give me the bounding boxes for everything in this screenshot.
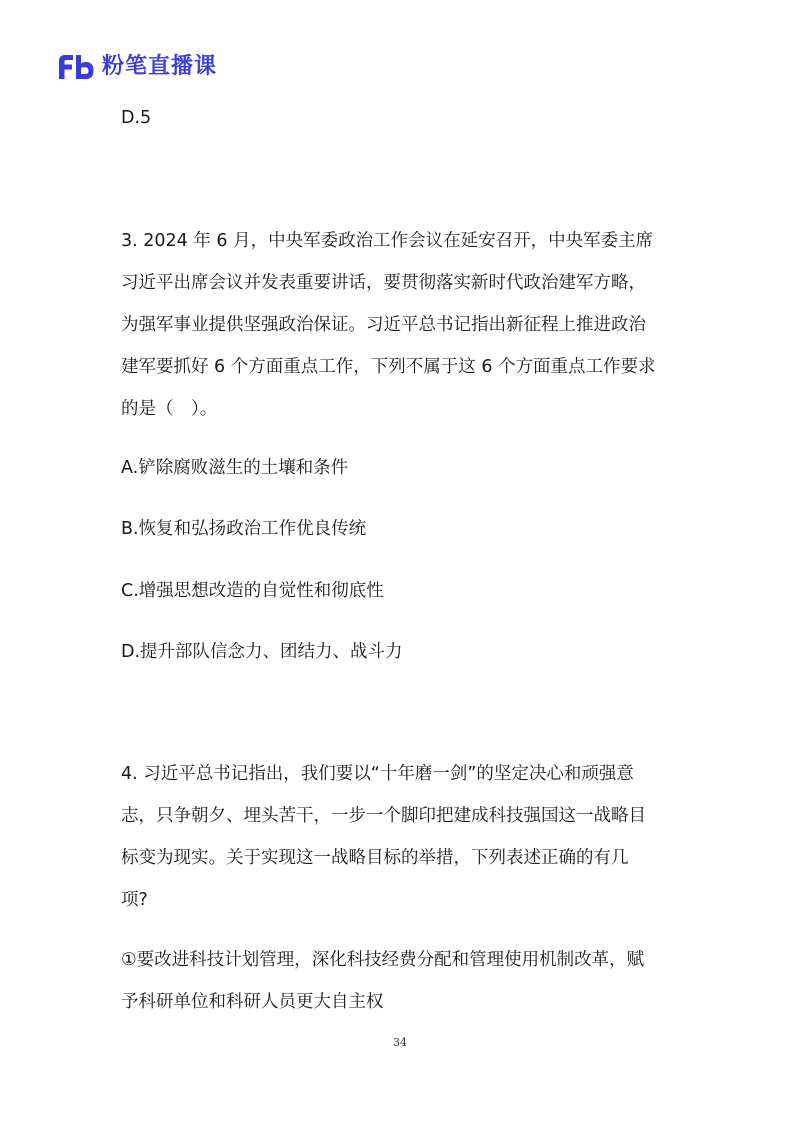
question-4-line-1: 4. 习近平总书记指出，我们要以“十年磨一剑”的坚定决心和顽强意 — [121, 764, 634, 784]
question-3-line-1: 3. 2024 年 6 月，中央军委政治工作会议在延安召开，中央军委主席 — [121, 231, 654, 251]
question-3-option-c: C.增强思想改造的自觉性和彻底性 — [121, 581, 384, 601]
question-3-option-d: D.提升部队信念力、团结力、战斗力 — [121, 642, 403, 662]
page-number: 34 — [393, 1036, 407, 1049]
question-3-option-b: B.恢复和弘扬政治工作优良传统 — [121, 519, 367, 539]
question-4-line-4: 项? — [121, 890, 148, 910]
page-header — [56, 50, 217, 84]
question-4-item-1-line-1: ①要改进科技计划管理，深化科技经费分配和管理使用机制改革，赋 — [121, 950, 645, 970]
question-4-item-1-line-2: 予科研单位和科研人员更大自主权 — [121, 992, 384, 1012]
question-3-line-4: 建军要抓好 6 个方面重点工作，下列不属于这 6 个方面重点工作要求 — [121, 357, 656, 377]
question-3-option-a: A.铲除腐败滋生的土壤和条件 — [121, 458, 349, 478]
option-d-previous: D.5 — [121, 108, 152, 128]
question-3-line-2: 习近平出席会议并发表重要讲话，要贯彻落实新时代政治建军方略， — [121, 273, 646, 293]
brand-name: 粉笔直播课 — [102, 54, 218, 79]
question-3-line-5: 的是（ ）。 — [121, 399, 218, 419]
question-4-line-2: 志，只争朝夕、埋头苦干，一步一个脚印把建成科技强国这一战略目 — [121, 806, 646, 826]
fb-logo-icon — [56, 52, 96, 82]
question-4-line-3: 标变为现实。关于实现这一战略目标的举措，下列表述正确的有几 — [121, 848, 629, 868]
question-3-line-3: 为强军事业提供坚强政治保证。习近平总书记指出新征程上推进政治 — [121, 315, 646, 335]
